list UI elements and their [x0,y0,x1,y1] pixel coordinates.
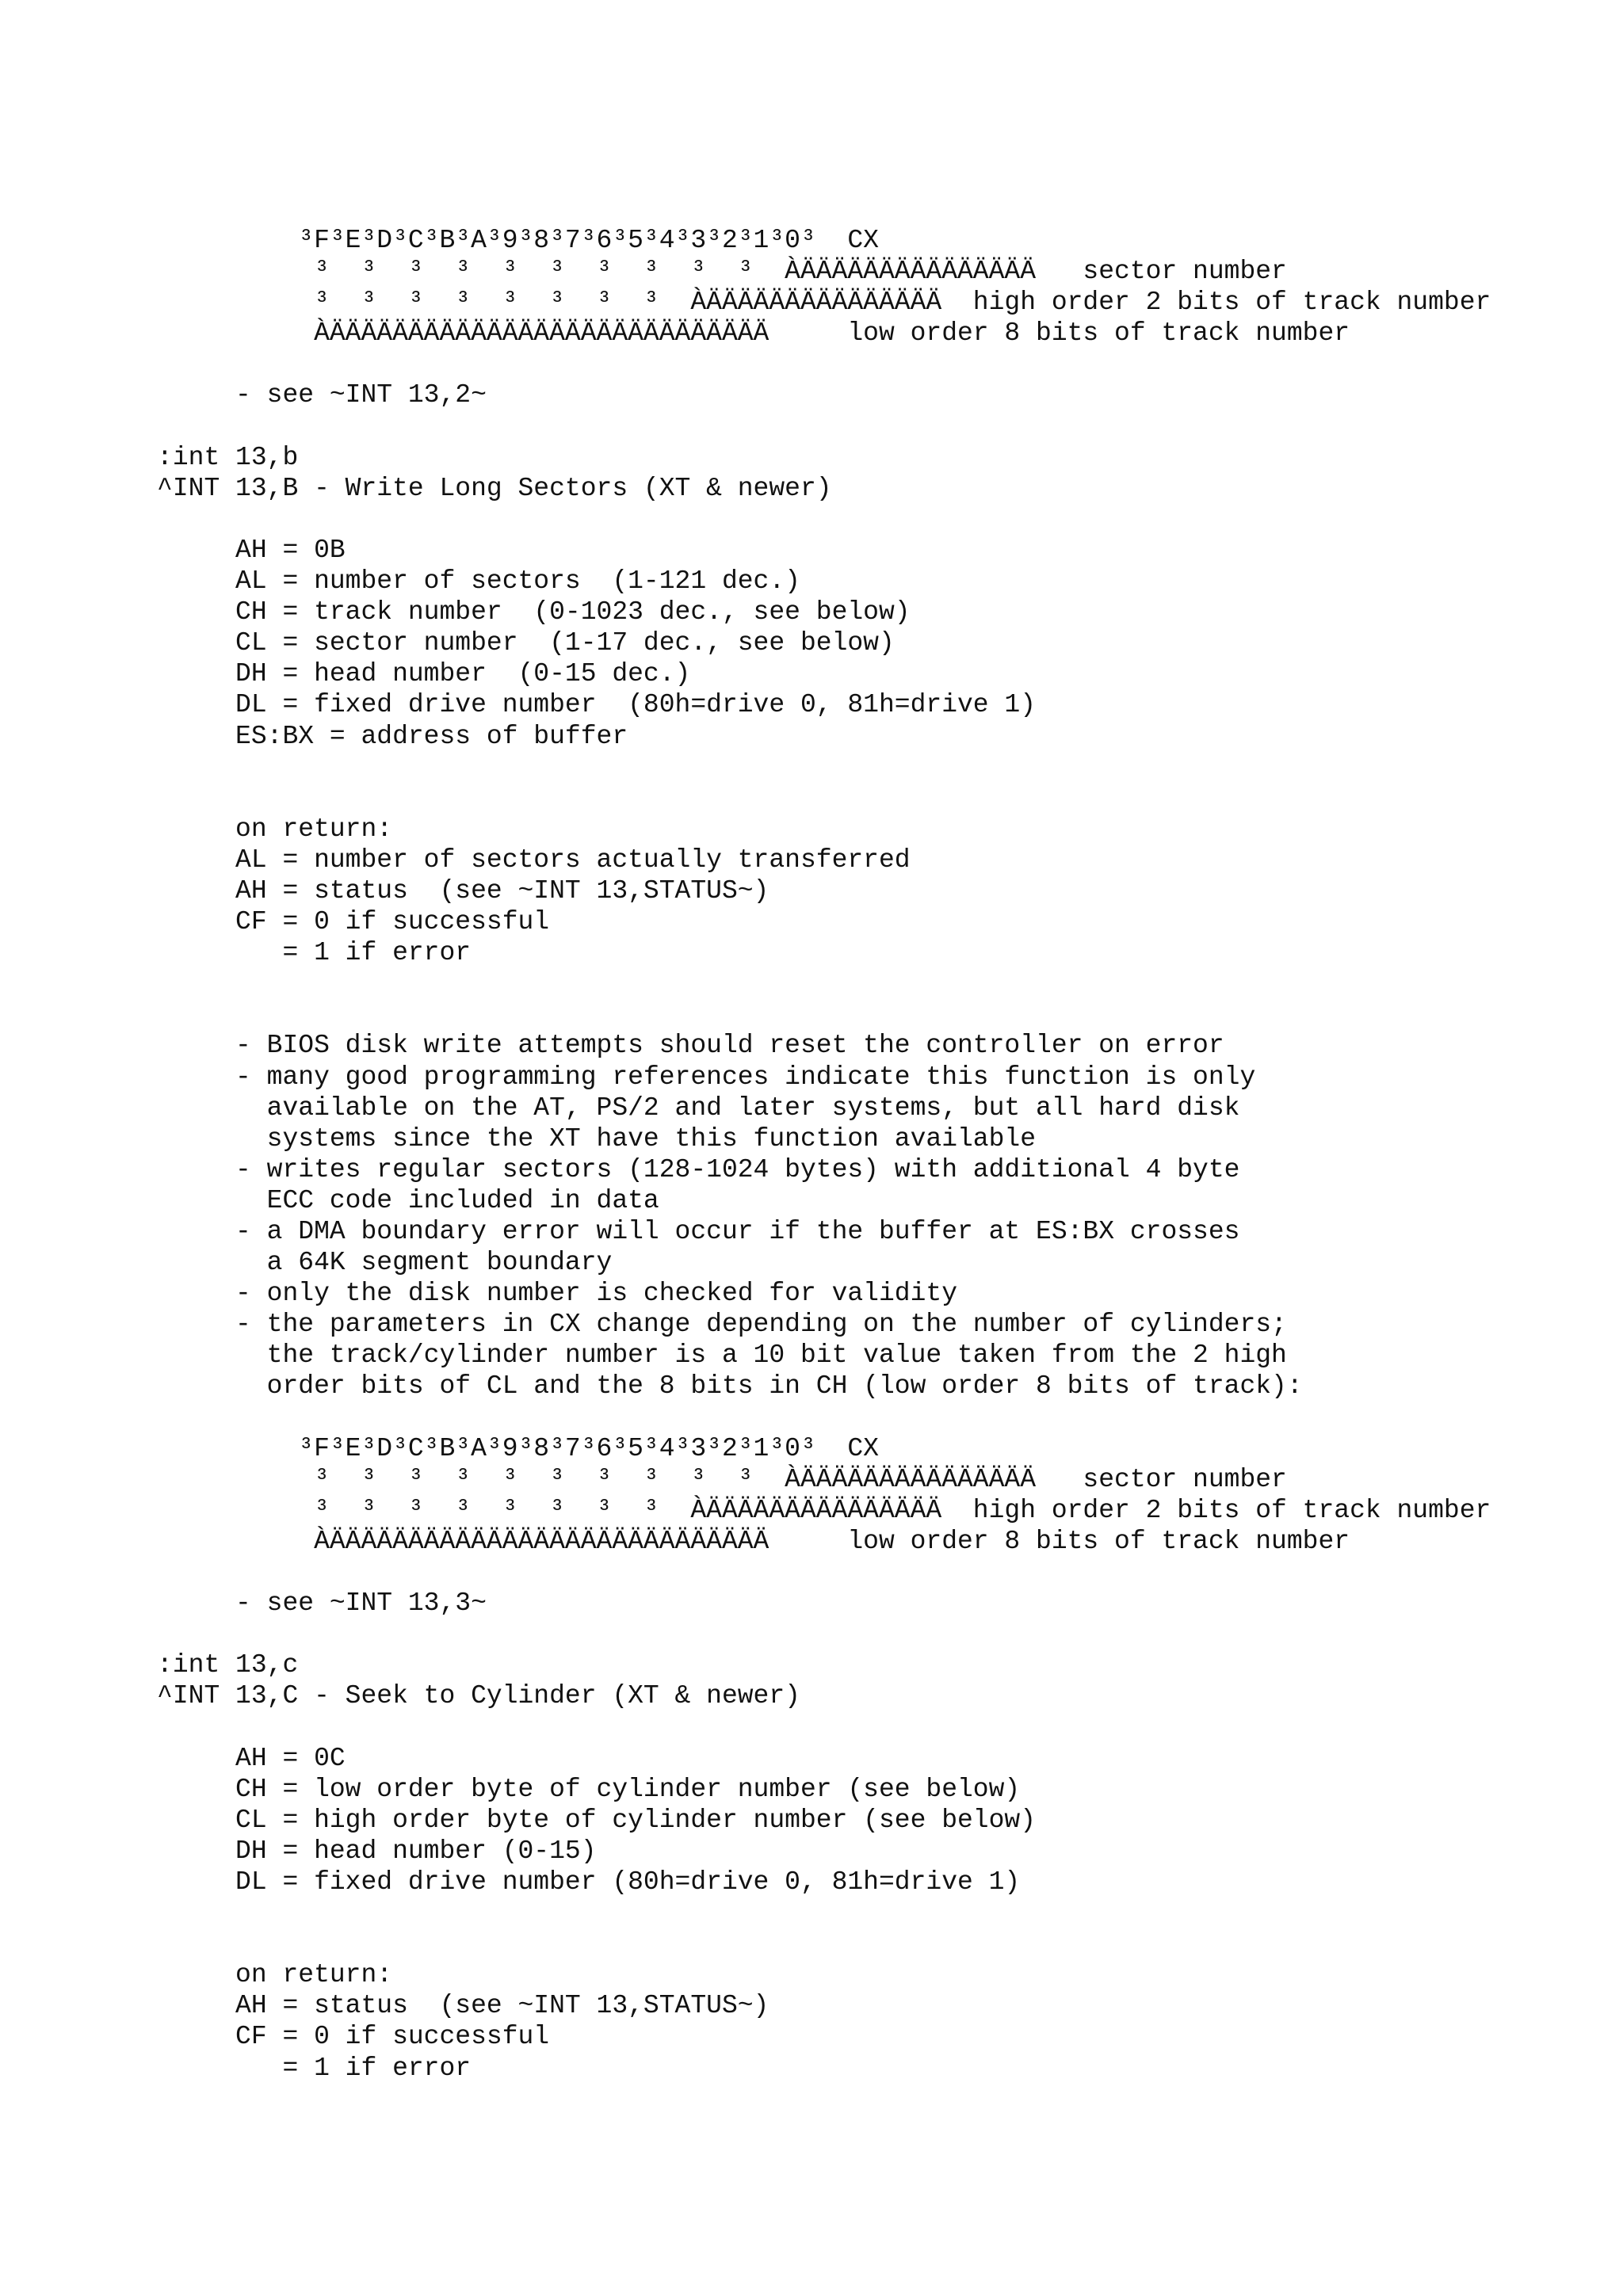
document-line: DH = head number (0-15 dec.) [0,659,691,689]
document-line: available on the AT, PS/2 and later systems, but all hard disk [0,1093,1240,1123]
document-line [0,1712,1491,1743]
document-line: AH = 0B [0,535,346,565]
document-line: CF = 0 if successful [0,907,550,937]
document-line: ÀÄÄÄÄÄÄÄÄÄÄÄÄÄÄÄÄÄÄÄÄÄÄÄÄÄÄÄÄ low order 8 bits of track number [0,318,1350,349]
document-line: systems since the XT have this function available [0,1123,1037,1154]
document-line: - the parameters in CX change depending on the number of cylinders; [0,1310,1287,1340]
document-line [0,999,1491,1030]
document-line: - see ~INT 13,2~ [0,380,487,410]
document-line: DL = fixed drive number (80h=drive 0, 81h=drive 1) [0,1867,1021,1897]
document-line [0,1402,1491,1433]
document-line [0,349,1491,379]
document-line: - see ~INT 13,3~ [0,1589,487,1619]
document-line: ³F³E³D³C³B³A³9³8³7³6³5³4³3³2³1³0³ CX [0,1433,879,1463]
document-line: - writes regular sectors (128-1024 bytes) with additional 4 byte [0,1154,1240,1184]
document-line: AH = status (see ~INT 13,STATUS~) [0,1991,769,2021]
document-line: = 1 if error [0,938,472,968]
document-line: DL = fixed drive number (80h=drive 0, 81h=drive 1) [0,690,1037,720]
document-line [0,783,1491,814]
document-line: CH = low order byte of cylinder number (see below) [0,1774,1021,1804]
document-line: on return: [0,814,393,844]
document-line: ³ ³ ³ ³ ³ ³ ³ ³ ³ ³ ÀÄÄÄÄÄÄÄÄÄÄÄÄÄÄÄ sector number [0,257,1287,287]
document-line: CL = high order byte of cylinder number (see below) [0,1805,1037,1835]
document-line: order bits of CL and the 8 bits in CH (low order 8 bits of track): [0,1371,1303,1402]
document-line: - a DMA boundary error will occur if the buffer at ES:BX crosses [0,1217,1240,1246]
document-line: CH = track number (0-1023 dec., see below) [0,597,911,627]
document-line: ^INT 13,B - Write Long Sectors (XT & newer) [0,473,832,503]
document-line: - BIOS disk write attempts should reset the controller on error [0,1031,1224,1061]
document-line [0,411,1491,442]
document-line: ³ ³ ³ ³ ³ ³ ³ ³ ³ ³ ÀÄÄÄÄÄÄÄÄÄÄÄÄÄÄÄ sector number [0,1464,1287,1494]
document-line: AL = number of sectors actually transferred [0,845,911,875]
document-line: - only the disk number is checked for validity [0,1279,957,1309]
document-line: ³ ³ ³ ³ ³ ³ ³ ³ ÀÄÄÄÄÄÄÄÄÄÄÄÄÄÄÄ high order 2 bits of track number [0,1495,1491,1525]
document-line: :int 13,b [0,442,299,472]
document-line: ECC code included in data [0,1185,659,1215]
document-line [0,1928,1491,1959]
document-line: ³F³E³D³C³B³A³9³8³7³6³5³4³3³2³1³0³ CX [0,226,879,255]
document-line [0,1897,1491,1928]
document-line: - many good programming references indicate this function is only [0,1062,1256,1092]
document-line: on return: [0,1960,393,1990]
document-line [0,968,1491,999]
document-line [0,1619,1491,1650]
document-line: :int 13,c [0,1650,299,1680]
document-line: ³ ³ ³ ³ ³ ³ ³ ³ ÀÄÄÄÄÄÄÄÄÄÄÄÄÄÄÄ high order 2 bits of track number [0,288,1491,318]
document-line: ÀÄÄÄÄÄÄÄÄÄÄÄÄÄÄÄÄÄÄÄÄÄÄÄÄÄÄÄÄ low order 8 bits of track number [0,1526,1350,1556]
document-line: CF = 0 if successful [0,2022,550,2052]
document-line: AL = number of sectors (1-121 dec.) [0,566,800,597]
document-line [0,1557,1491,1588]
document-line: a 64K segment boundary [0,1248,613,1278]
document-line: ES:BX = address of buffer [0,721,628,751]
document-line: ^INT 13,C - Seek to Cylinder (XT & newer) [0,1681,800,1711]
document-text [0,225,1491,2084]
document-line [0,752,1491,783]
document-line: the track/cylinder number is a 10 bit value taken from the 2 high [0,1341,1287,1371]
document-line [0,504,1491,535]
document-line: CL = sector number (1-17 dec., see below) [0,628,895,658]
document-line: = 1 if error [0,2053,472,2083]
document-line: DH = head number (0-15) [0,1836,597,1866]
document-line: AH = status (see ~INT 13,STATUS~) [0,875,769,906]
document-line: AH = 0C [0,1743,346,1773]
